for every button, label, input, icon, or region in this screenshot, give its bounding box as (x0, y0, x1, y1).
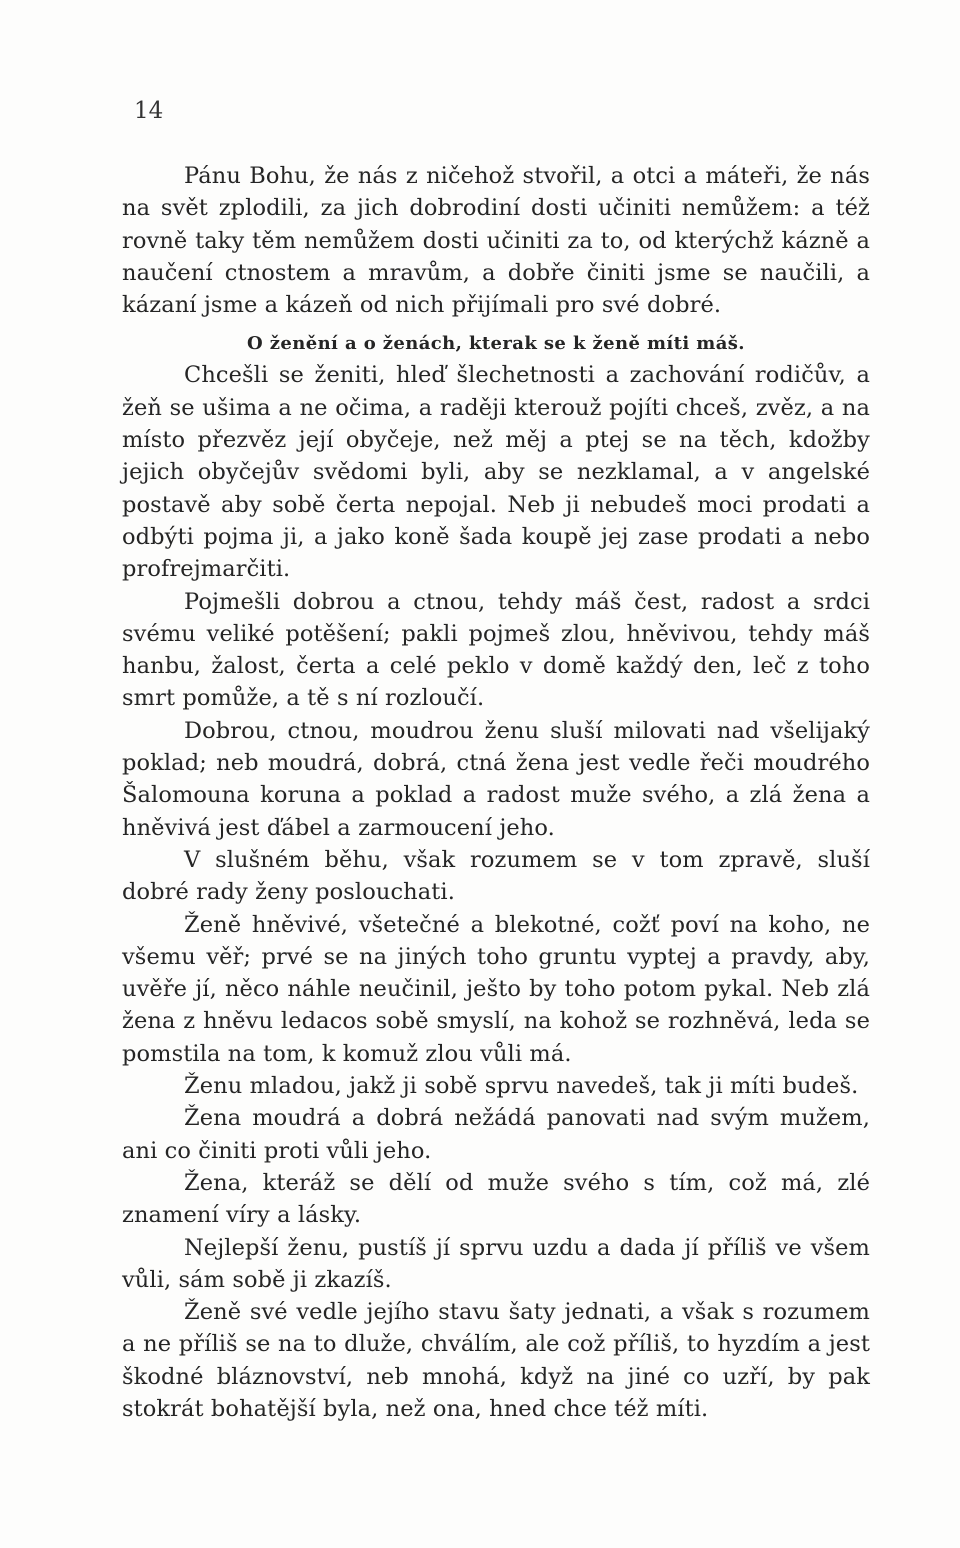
paragraph: Žena, kteráž se dělí od muže svého s tím, což má, zlé znamení víry a lásky. (122, 1169, 870, 1229)
paragraph: Žena moudrá a dobrá nežádá panovati nad svým mužem, ani co činiti proti vůli jeho. (122, 1105, 870, 1164)
page-number: 14 (134, 98, 164, 124)
section-heading: O ženění a o ženách, kterak se k ženě míti máš. (247, 333, 745, 355)
body-text (122, 160, 870, 1425)
paragraph: Chcešli se ženiti, hleď šlechetnosti a zachování rodičův, a žeň se ušima a ne očima, a raději kterouž pojíti chceš, zvěz, a na místo přezvěz její obyčeje, než měj a ptej se na těch, kdožby jejich obyčejův svědomi byli, aby se nezklamal, a v angelské postavě aby sobě čerta nepojal. Neb ji nebudeš moci prodati a odbýti pojma ji, a jako koně šada koupě jej zase prodati a nebo profrejmarčiti. (122, 362, 870, 583)
paragraph: Ženu mladou, jakž ji sobě sprvu navedeš, tak ji míti budeš. (184, 1073, 859, 1100)
paragraph: V slušném běhu, však rozumem se v tom zpravě, sluší dobré rady ženy poslouchati. (122, 846, 870, 906)
paragraph: Pánu Bohu, že nás z ničehož stvořil, a otci a máteři, že nás na svět zplodili, za jich dobrodiní dosti učiniti nemůžem: a též rovně taky těm nemůžem dosti učiniti za to, od kterýchž kázně a naučení ctnostem a mravům, a dobře činiti jsme se naučili, a kázaní jsme a kázeň od nich přijímali pro své dobré. (122, 163, 870, 319)
paragraph: Ženě své vedle jejího stavu šaty jednati, a však s rozumem a ne příliš se na to dluže, chválím, ale což příliš, to hyzdím a jest škodné bláznovství, neb mnohá, když na jiné co uzří, by pak stokrát bohatější byla, než ona, hned chce též míti. (122, 1299, 870, 1422)
paragraph: Dobrou, ctnou, moudrou ženu sluší milovati nad všelijaký poklad; neb moudrá, dobrá, ctná žena jest vedle řeči moudrého Šalomouna koruna a poklad a radost muže svého, a zlá žena a hněvivá jest ďábel a zarmoucení jeho. (122, 717, 870, 841)
paragraph: Nejlepší ženu, pustíš jí sprvu uzdu a dada jí příliš ve všem vůli, sám sobě ji zkazíš. (122, 1234, 870, 1293)
paragraph: Pojmešli dobrou a ctnou, tehdy máš čest, radost a srdci svému veliké potěšení; pakli pojmeš zlou, hněvivou, tehdy máš hanbu, žalost, čerta a celé peklo v domě každý den, leč z toho smrt pomůže, a tě s ní rozloučí. (122, 588, 870, 712)
paragraph: Ženě hněvivé, všetečné a blekotné, cožť poví na koho, ne všemu věř; prvé se na jiných toho gruntu vyptej a pravdy, aby, uvěře jí, něco náhle neučinil, ješto by toho potom pykal. Neb zlá žena z hněvu ledacos sobě smyslí, na kohož se rozhněvá, leda se pomstila na tom, k komuž zlou vůli má. (122, 911, 870, 1067)
